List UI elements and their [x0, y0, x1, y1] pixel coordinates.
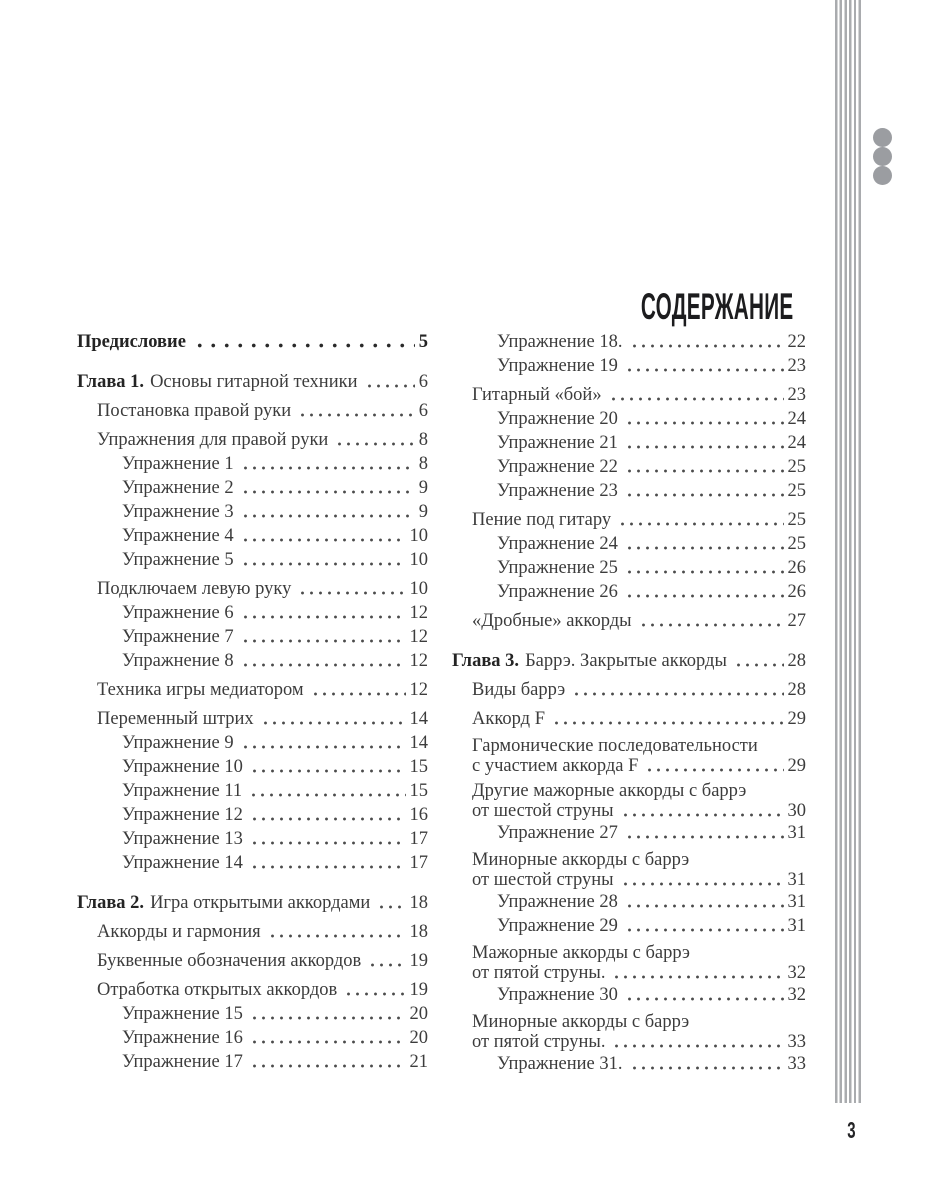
toc-entry-page: 24: [787, 433, 806, 453]
toc-entry-page: 25: [787, 534, 806, 554]
toc-entry-page: 28: [787, 680, 806, 700]
toc-entry: [77, 827, 428, 851]
toc-entry-page: 19: [409, 951, 428, 971]
toc-entry-page: 32: [787, 985, 806, 1005]
toc-entry: [77, 649, 428, 673]
toc-entry: [452, 532, 806, 556]
dot-leader: [296, 577, 405, 601]
toc-entry-page: 22: [787, 332, 806, 352]
toc-entry-page: 17: [409, 853, 428, 873]
toc-entry: [77, 500, 428, 524]
toc-entry-page: 14: [409, 733, 428, 753]
toc-entry: [77, 891, 428, 915]
dot-leader: [623, 821, 784, 845]
toc-entry: [452, 354, 806, 378]
dot-leader: [239, 476, 415, 500]
dot-leader: [366, 949, 405, 973]
dot-leader: [247, 779, 405, 803]
toc-entry-title: Баррэ. Закрытые аккорды: [525, 651, 727, 671]
dot-leader: [610, 1032, 783, 1052]
dot-leader: [732, 649, 784, 673]
dot-leader: [643, 756, 783, 776]
toc-entry-title: Другие мажорные аккорды с баррэ: [472, 781, 747, 801]
dot-leader: [309, 678, 406, 702]
toc-entry: [77, 1026, 428, 1050]
toc-entry-page: 27: [787, 611, 806, 631]
toc-entry: [452, 850, 806, 890]
toc-entry-page: 23: [787, 385, 806, 405]
decor-dot: [873, 166, 892, 185]
decor-dot: [873, 128, 892, 147]
toc-entry-title: Виды баррэ: [472, 680, 566, 700]
toc-entry-title: Упражнение 14: [122, 853, 243, 873]
toc-entry: [452, 983, 806, 1007]
dot-leader: [248, 1002, 406, 1026]
toc-entry: [452, 781, 806, 821]
dot-leader: [623, 580, 784, 604]
toc-entry: [452, 707, 806, 731]
dot-leader: [259, 707, 406, 731]
toc-entry-page: 21: [409, 1052, 428, 1072]
toc-entry-title: Упражнение 13: [122, 829, 243, 849]
dot-leader: [607, 383, 784, 407]
toc-entry-title: Упражнения для правой руки: [97, 430, 329, 450]
dot-leader: [619, 801, 784, 821]
dot-leader: [296, 399, 415, 423]
toc-entry: [77, 920, 428, 944]
dot-leader: [623, 479, 784, 503]
toc-entry-page: 14: [409, 709, 428, 729]
toc-entry: [452, 678, 806, 702]
dot-leader: [623, 914, 784, 938]
dot-leader: [342, 978, 405, 1002]
toc-entry-page: 10: [409, 550, 428, 570]
chapter-label: Глава 2.: [77, 893, 145, 913]
toc-entry-page: 5: [418, 332, 428, 352]
dot-leader: [266, 920, 406, 944]
toc-column-left: [77, 330, 428, 1074]
toc-entry-page: 9: [418, 478, 428, 498]
toc-entry-page: 30: [787, 801, 806, 821]
toc-entry-page: 18: [409, 922, 428, 942]
toc-entry-page: 6: [418, 401, 428, 421]
toc-entry: [77, 779, 428, 803]
toc-entry-title: Упражнение 25: [497, 558, 618, 578]
toc-entry-title: Упражнение 28: [497, 892, 618, 912]
toc-entry: [77, 548, 428, 572]
toc-entry: [452, 383, 806, 407]
toc-entry-title: Упражнение 18.: [497, 332, 623, 352]
toc-entry-page: 33: [787, 1054, 806, 1074]
toc-entry: [77, 625, 428, 649]
page-number: 3: [846, 1117, 856, 1143]
toc-entry-page: 6: [418, 372, 428, 392]
dot-leader: [333, 428, 414, 452]
toc-entry-title: Минорные аккорды с баррэ: [472, 1012, 690, 1032]
toc-entry: [452, 330, 806, 354]
toc-entry-title: Упражнение 10: [122, 757, 243, 777]
dot-leader: [623, 983, 784, 1007]
page-number-container: [839, 1119, 863, 1143]
toc-entry-title: Предисловие: [77, 332, 186, 352]
dot-leader: [248, 803, 406, 827]
toc-entry-title: Упражнение 23: [497, 481, 618, 501]
toc-entry: [452, 1012, 806, 1052]
toc-entry-page: 8: [418, 454, 428, 474]
toc-entry: [77, 755, 428, 779]
toc-entry-page: 18: [409, 893, 428, 913]
toc-entry-title: Упражнение 9: [122, 733, 234, 753]
toc-entry: [452, 479, 806, 503]
toc-entry-page: 31: [787, 892, 806, 912]
dot-leader: [628, 330, 784, 354]
dot-leader: [623, 556, 784, 580]
dot-leader: [239, 500, 415, 524]
toc-entry-title: Упражнение 6: [122, 603, 234, 623]
toc-entry-title: Гитарный «бой»: [472, 385, 602, 405]
decor-stripe-band: [835, 0, 862, 1103]
toc-entry: [77, 1050, 428, 1074]
toc-entry-page: 26: [787, 558, 806, 578]
toc-entry-title: Упражнение 8: [122, 651, 234, 671]
dot-leader: [550, 707, 784, 731]
dot-leader: [623, 890, 784, 914]
toc-entry: [77, 476, 428, 500]
toc-entry-page: 8: [418, 430, 428, 450]
toc-entry: [452, 914, 806, 938]
toc-entry-title: Подключаем левую руку: [97, 579, 292, 599]
dot-leader: [239, 731, 406, 755]
toc-entry: [77, 978, 428, 1002]
toc-entry-page: 20: [409, 1028, 428, 1048]
dot-leader: [248, 1026, 406, 1050]
toc-entry: [77, 330, 428, 354]
toc-entry: [452, 508, 806, 532]
contents-header: [353, 288, 793, 325]
toc-entry-title: Гармонические последовательности: [472, 736, 758, 756]
toc-entry-page: 24: [787, 409, 806, 429]
dot-leader: [616, 508, 783, 532]
dot-leader: [623, 532, 784, 556]
toc-entry-title: Переменный штрих: [97, 709, 254, 729]
toc-entry: [77, 851, 428, 875]
toc-entry-title: Упражнение 5: [122, 550, 234, 570]
dot-leader: [239, 548, 406, 572]
toc-entry-page: 17: [409, 829, 428, 849]
toc-entry-title: Упражнение 24: [497, 534, 618, 554]
toc-entry: [77, 601, 428, 625]
toc-entry: [452, 943, 806, 983]
toc-entry: [452, 455, 806, 479]
toc-entry-page: 15: [409, 781, 428, 801]
toc-entry-page: 9: [418, 502, 428, 522]
toc-entry-title: Упражнение 17: [122, 1052, 243, 1072]
toc-entry: [77, 803, 428, 827]
toc-entry: [77, 524, 428, 548]
toc-entry-title: Упражнение 20: [497, 409, 618, 429]
toc-entry-title: Постановка правой руки: [97, 401, 292, 421]
toc-entry-title: Мажорные аккорды с баррэ: [472, 943, 690, 963]
toc-entry-title-continuation: с участием аккорда F: [472, 756, 639, 776]
toc-entry: [77, 399, 428, 423]
toc-entry: [77, 370, 428, 394]
dot-leader: [619, 870, 784, 890]
toc-entry-title: Отработка открытых аккордов: [97, 980, 338, 1000]
toc-entry-title: Упражнение 22: [497, 457, 618, 477]
toc-entry-page: 29: [787, 756, 806, 776]
toc-entry-page: 25: [787, 481, 806, 501]
dot-leader: [623, 354, 784, 378]
toc-entry: [452, 431, 806, 455]
toc-entry: [452, 821, 806, 845]
toc-entry-title: Упражнение 16: [122, 1028, 243, 1048]
toc-entry: [77, 1002, 428, 1026]
chapter-label: Глава 1.: [77, 372, 145, 392]
toc-entry-title: Упражнение 4: [122, 526, 234, 546]
toc-entry-title: Упражнение 30: [497, 985, 618, 1005]
dot-leader: [375, 891, 405, 915]
toc-entry-title-continuation: от пятой струны.: [472, 1032, 606, 1052]
toc-entry-title: Упражнение 11: [122, 781, 243, 801]
dot-leader: [623, 455, 784, 479]
toc-entry-title: Упражнение 2: [122, 478, 234, 498]
toc-entry: [77, 707, 428, 731]
dot-leader: [239, 625, 406, 649]
toc-entry-page: 28: [787, 651, 806, 671]
dot-leader: [623, 431, 784, 455]
toc-entry-page: 31: [787, 823, 806, 843]
toc-entry-page: 23: [787, 356, 806, 376]
toc-entry-page: 16: [409, 805, 428, 825]
dot-leader: [628, 1052, 784, 1076]
dot-leader: [610, 963, 783, 983]
toc-entry-title: Буквенные обозначения аккордов: [97, 951, 362, 971]
toc-entry-page: 31: [787, 870, 806, 890]
chapter-label: Глава 3.: [452, 651, 520, 671]
toc-entry-title-continuation: от шестой струны: [472, 870, 614, 890]
toc-entry-title-continuation: от пятой струны.: [472, 963, 606, 983]
toc-entry-page: 15: [409, 757, 428, 777]
toc-entry-title: Пение под гитару: [472, 510, 612, 530]
dot-leader: [363, 370, 415, 394]
toc-entry-title: Игра открытыми аккордами: [150, 893, 371, 913]
toc-entry: [77, 731, 428, 755]
toc-entry-title: «Дробные» аккорды: [472, 611, 632, 631]
toc-entry-page: 10: [409, 579, 428, 599]
toc-entry-page: 26: [787, 582, 806, 602]
dot-leader: [248, 827, 406, 851]
contents-title: СОДЕРЖАНИЕ: [640, 286, 793, 327]
dot-leader: [248, 1050, 406, 1074]
toc-entry-page: 12: [409, 680, 428, 700]
decor-dot: [873, 147, 892, 166]
toc-entry: [452, 556, 806, 580]
toc-entry: [452, 736, 806, 776]
toc-entry-title: Упражнение 27: [497, 823, 618, 843]
toc-entry: [77, 452, 428, 476]
toc-column-right: [452, 330, 806, 1076]
toc-entry-title: Упражнение 15: [122, 1004, 243, 1024]
toc-entry-title: Упражнение 31.: [497, 1054, 623, 1074]
toc-entry-page: 20: [409, 1004, 428, 1024]
toc-entry-page: 29: [787, 709, 806, 729]
toc-entry-title: Аккорды и гармония: [97, 922, 261, 942]
dot-leader: [570, 678, 783, 702]
toc-entry-page: 10: [409, 526, 428, 546]
toc-entry-title: Упражнение 3: [122, 502, 234, 522]
toc-entry: [452, 890, 806, 914]
toc-entry: [77, 678, 428, 702]
dot-leader: [191, 330, 415, 354]
dot-leader: [248, 755, 406, 779]
toc-entry: [77, 577, 428, 601]
toc-entry: [452, 609, 806, 633]
toc-entry-title: Минорные аккорды с баррэ: [472, 850, 690, 870]
toc-entry-title: Упражнение 26: [497, 582, 618, 602]
toc-entry-page: 12: [409, 651, 428, 671]
toc-entry: [452, 580, 806, 604]
toc-entry-page: 12: [409, 603, 428, 623]
toc-entry-title: Упражнение 12: [122, 805, 243, 825]
toc-entry-page: 12: [409, 627, 428, 647]
toc-entry-title: Упражнение 19: [497, 356, 618, 376]
dot-leader: [637, 609, 784, 633]
toc-entry-title: Упражнение 7: [122, 627, 234, 647]
toc-entry: [452, 649, 806, 673]
dot-leader: [239, 601, 406, 625]
toc-entry-title-continuation: от шестой струны: [472, 801, 614, 821]
toc-entry-page: 33: [787, 1032, 806, 1052]
toc-entry-title: Упражнение 29: [497, 916, 618, 936]
dot-leader: [623, 407, 784, 431]
toc-entry: [77, 428, 428, 452]
toc-entry-page: 32: [787, 963, 806, 983]
toc-entry: [452, 1052, 806, 1076]
toc-entry-page: 25: [787, 510, 806, 530]
toc-entry: [77, 949, 428, 973]
toc-entry-page: 19: [409, 980, 428, 1000]
toc-entry-title: Упражнение 21: [497, 433, 618, 453]
toc-entry-title: Основы гитарной техники: [150, 372, 358, 392]
decor-dot-column: [873, 128, 892, 185]
toc-entry-title: Аккорд F: [472, 709, 545, 729]
toc-entry-page: 31: [787, 916, 806, 936]
toc-entry-title: Техника игры медиатором: [97, 680, 304, 700]
dot-leader: [248, 851, 406, 875]
toc-entry: [452, 407, 806, 431]
toc-entry-title: Упражнение 1: [122, 454, 234, 474]
toc-entry-page: 25: [787, 457, 806, 477]
dot-leader: [239, 452, 415, 476]
dot-leader: [239, 524, 406, 548]
dot-leader: [239, 649, 406, 673]
